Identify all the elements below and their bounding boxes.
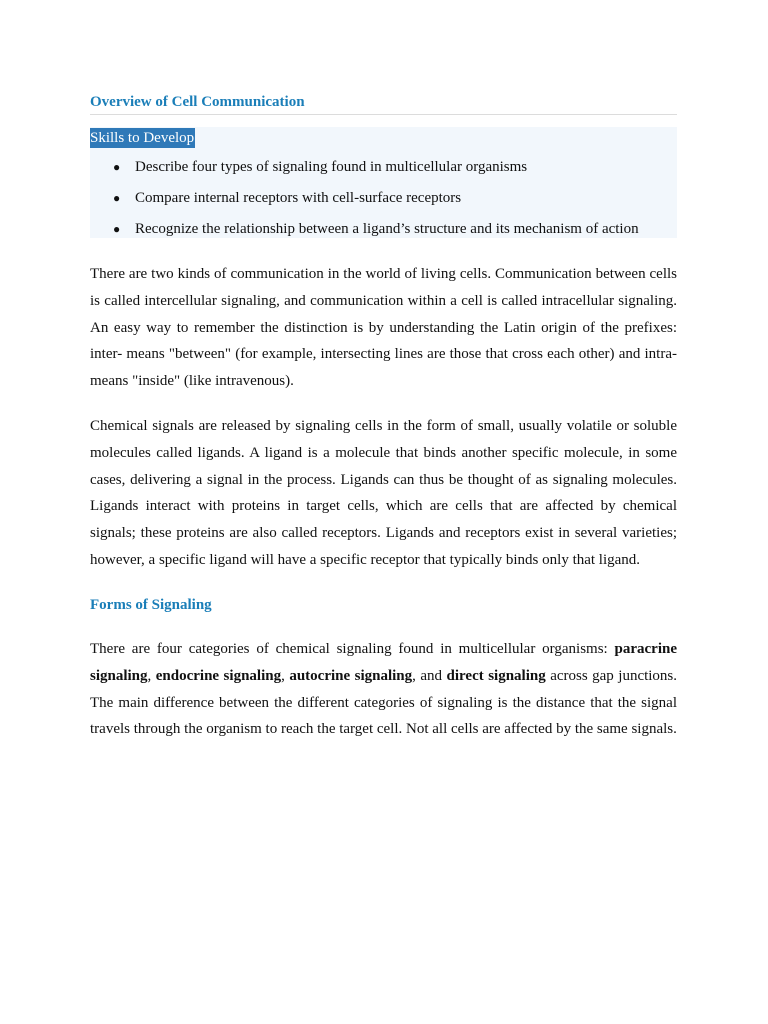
separator: , and: [412, 667, 447, 684]
skills-list-item: [90, 219, 677, 250]
bullet-icon: ●: [113, 191, 121, 205]
term-endocrine: endocrine signaling: [155, 667, 282, 684]
paragraph-communication-kinds: There are two kinds of communication in the world of living cells. Communication between cells is called intercellular signaling, and communication within a cell is called intracellular signaling. An easy way to remember the distinction is by understanding the Latin origin of the prefixes: inter- means "between" (for example, intersecting lines are those that cross each other) and intra- means "inside" (like intravenous).: [90, 266, 677, 390]
skills-label: Skills to Develop: [90, 130, 195, 146]
skills-item-text: Describe four types of signaling found in multicellular organisms: [135, 159, 528, 175]
term-paracrine: paracrine signaling: [90, 641, 677, 684]
paragraph-signaling-categories: [90, 636, 677, 743]
paragraph-text: across gap junctions. The main difference between the different categories of signaling is the distance that the signal travels through the organism to reach the target cell. Not all cells are affected by the same signals.: [90, 667, 678, 738]
skills-list: [90, 157, 677, 250]
bullet-icon: ●: [113, 222, 121, 236]
skills-list-item: [90, 188, 677, 219]
term-autocrine: autocrine signaling: [289, 667, 413, 684]
paragraph-chemical-signals: Chemical signals are released by signaling cells in the form of small, usually volatile or soluble molecules called ligands. A ligand is a molecule that binds another specific molecule, in some cases, delivering a signal in the process. Ligands can thus be thought of as signaling molecules. Ligands interact with proteins in target cells, which are cells that are affected by chemical signals; these proteins are also called receptors. Ligands and receptors exist in several varieties; however, a specific ligand will have a specific receptor that typically binds only that ligand.: [90, 418, 677, 568]
skills-list-item: [90, 157, 677, 188]
paragraph-text: There are four categories of chemical signaling found in multicellular organisms:: [90, 641, 615, 657]
separator: ,: [147, 667, 156, 684]
skills-item-text: Compare internal receptors with cell-surface receptors: [135, 190, 462, 206]
term-direct: direct signaling: [446, 667, 546, 684]
bullet-icon: ●: [113, 160, 121, 174]
skills-item-text: Recognize the relationship between a ligand’s structure and its mechanism of action: [135, 221, 639, 237]
separator: ,: [281, 667, 290, 684]
section-title-forms: Forms of Signaling: [90, 597, 212, 613]
section-title-overview: Overview of Cell Communication: [90, 94, 305, 110]
title-divider: [90, 114, 677, 115]
